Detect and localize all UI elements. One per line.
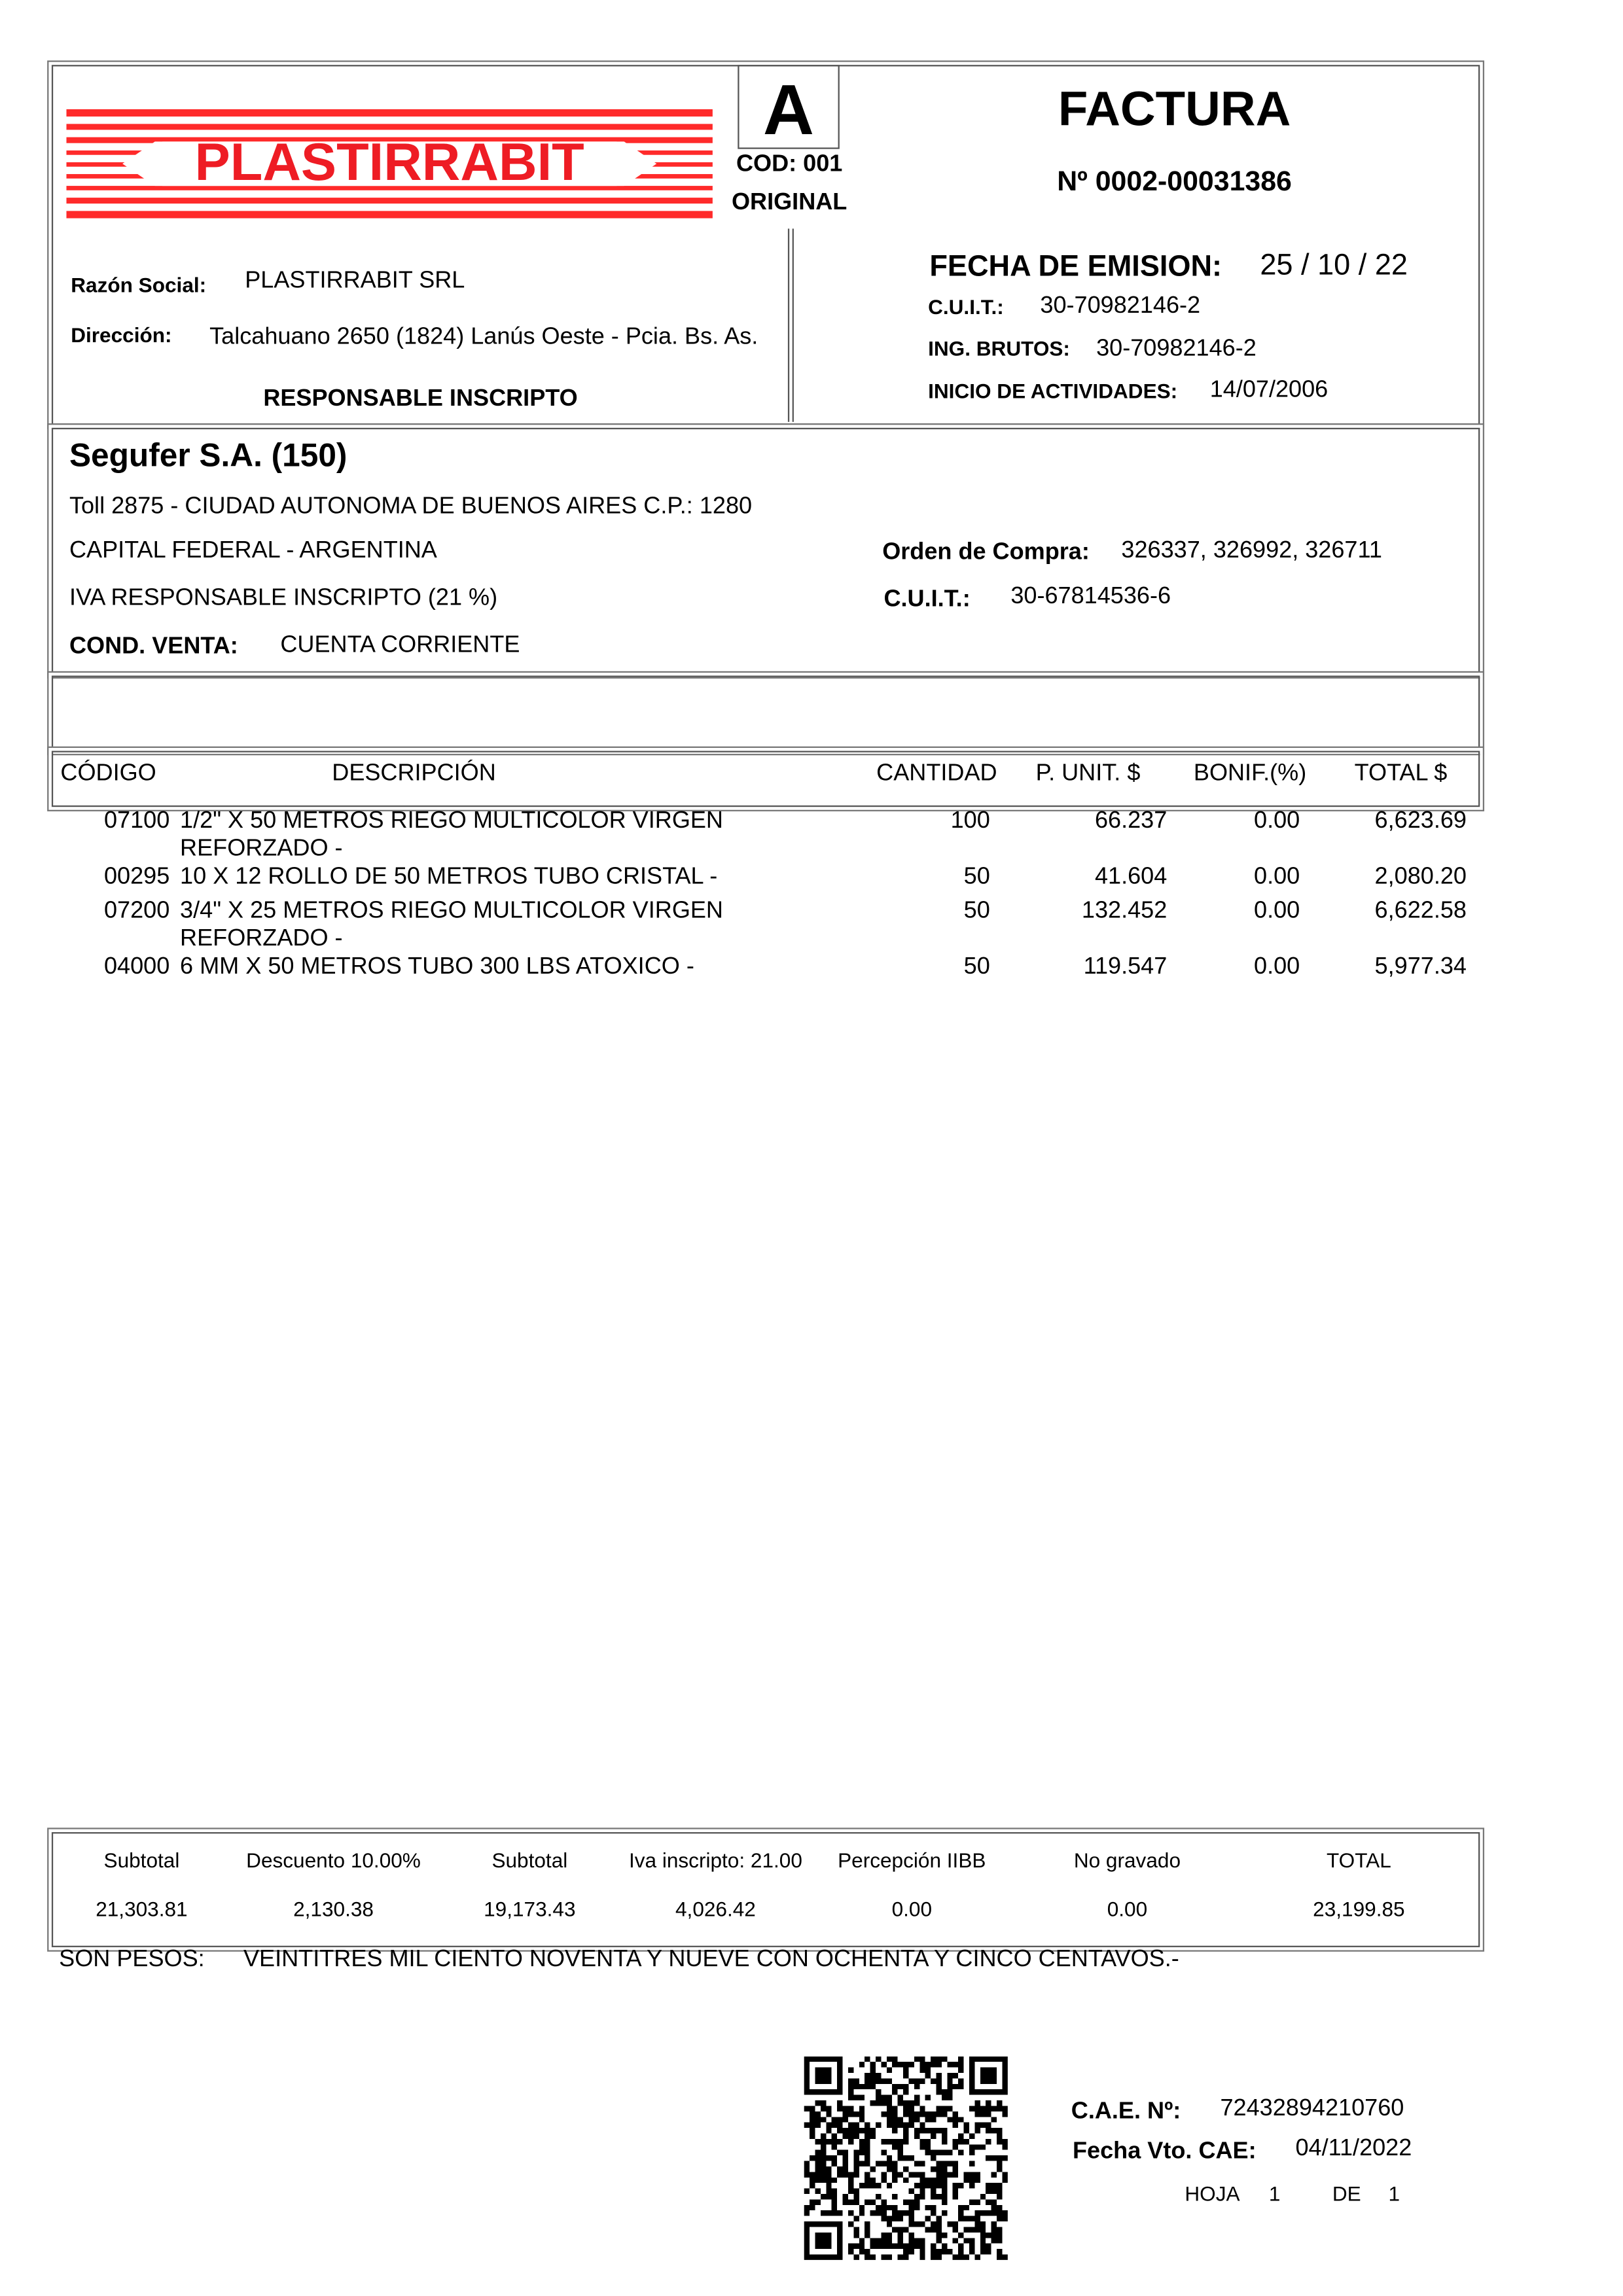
col-descripcion: DESCRIPCIÓN bbox=[332, 761, 496, 786]
cae-value: 72432894210760 bbox=[1220, 2096, 1404, 2121]
cond-venta-label: COND. VENTA: bbox=[69, 634, 238, 660]
direccion-value: Talcahuano 2650 (1824) Lanús Oeste - Pcia. Bs. As. bbox=[209, 324, 758, 350]
totals-label: TOTAL bbox=[1326, 1848, 1391, 1872]
totals-label: Descuento 10.00% bbox=[246, 1848, 421, 1872]
totals-value: 0.00 bbox=[1107, 1897, 1148, 1921]
totals-value: 2,130.38 bbox=[293, 1897, 374, 1921]
cuit-value: 30-70982146-2 bbox=[1040, 293, 1201, 319]
totals-value: 19,173.43 bbox=[484, 1897, 576, 1921]
totals-value: 23,199.85 bbox=[1313, 1897, 1405, 1921]
inicio-actividades-value: 14/07/2006 bbox=[1209, 378, 1329, 403]
item-total: 6,622.58 bbox=[1374, 898, 1467, 924]
document-title: FACTURA bbox=[1058, 80, 1291, 136]
client-cuit-label: C.U.I.T.: bbox=[883, 587, 971, 612]
razon-social-label: Razón Social: bbox=[71, 273, 207, 297]
ing-brutos-label: ING. BRUTOS: bbox=[928, 336, 1070, 361]
blank-box bbox=[52, 676, 1480, 751]
item-unit-price: 132.452 bbox=[1081, 898, 1168, 924]
item-unit-price: 119.547 bbox=[1083, 954, 1168, 980]
item-quantity: 50 bbox=[963, 898, 990, 924]
item-description-cont: REFORZADO - bbox=[180, 836, 343, 862]
item-total: 6,623.69 bbox=[1374, 808, 1467, 834]
col-punit: P. UNIT. $ bbox=[1035, 761, 1141, 786]
totals-value: 0.00 bbox=[891, 1897, 932, 1921]
item-unit-price: 41.604 bbox=[1094, 864, 1168, 890]
direccion-label: Dirección: bbox=[71, 323, 172, 347]
invoice-code: COD: 001 bbox=[736, 152, 843, 177]
orden-compra-value: 326337, 326992, 326711 bbox=[1121, 538, 1382, 564]
item-quantity: 50 bbox=[963, 954, 990, 980]
client-name: Segufer S.A. (150) bbox=[69, 436, 348, 474]
totals-label: Percepción IIBB bbox=[838, 1848, 986, 1872]
col-cantidad: CANTIDAD bbox=[876, 761, 997, 786]
company-logo bbox=[66, 109, 712, 219]
item-bonif: 0.00 bbox=[1254, 864, 1300, 890]
col-bonif: BONIF.(%) bbox=[1193, 761, 1307, 786]
item-quantity: 50 bbox=[963, 864, 990, 890]
item-description: 10 X 12 ROLLO DE 50 METROS TUBO CRISTAL - bbox=[180, 864, 718, 890]
cae-label: C.A.E. Nº: bbox=[1071, 2099, 1181, 2125]
totals-label: Subtotal bbox=[103, 1848, 180, 1872]
client-address: Toll 2875 - CIUDAD AUTONOMA DE BUENOS AIRES C.P.: 1280 bbox=[69, 494, 753, 520]
client-cuit-value: 30-67814536-6 bbox=[1010, 584, 1171, 610]
header-divider bbox=[793, 228, 794, 421]
client-iva: IVA RESPONSABLE INSCRIPTO (21 %) bbox=[69, 586, 498, 611]
item-total: 5,977.34 bbox=[1374, 954, 1467, 980]
totals-value: 21,303.81 bbox=[96, 1897, 188, 1921]
qr-code bbox=[804, 2057, 1008, 2260]
copy-label: ORIGINAL bbox=[731, 190, 847, 216]
item-code: 00295 bbox=[103, 864, 170, 890]
logo-text: PLASTIRRABIT bbox=[194, 133, 584, 192]
cae-vto-label: Fecha Vto. CAE: bbox=[1073, 2139, 1257, 2164]
item-bonif: 0.00 bbox=[1254, 808, 1300, 834]
cond-venta-value: CUENTA CORRIENTE bbox=[280, 633, 520, 658]
hoja-label: HOJA bbox=[1185, 2181, 1240, 2206]
item-description: 3/4" X 25 METROS RIEGO MULTICOLOR VIRGEN bbox=[180, 898, 723, 924]
item-description-cont: REFORZADO - bbox=[180, 926, 343, 952]
fecha-emision-label: FECHA DE EMISION: bbox=[929, 251, 1222, 283]
item-code: 07200 bbox=[103, 898, 170, 924]
son-pesos-value: VEINTITRES MIL CIENTO NOVENTA Y NUEVE CON OCHENTA Y CINCO CENTAVOS.- bbox=[243, 1947, 1179, 1973]
invoice-number: Nº 0002-00031386 bbox=[1057, 166, 1292, 198]
client-location: CAPITAL FEDERAL - ARGENTINA bbox=[69, 538, 437, 564]
razon-social-value: PLASTIRRABIT SRL bbox=[245, 268, 465, 294]
totals-label: Iva inscripto: 21.00 bbox=[628, 1848, 802, 1872]
totals-label: Subtotal bbox=[491, 1848, 568, 1872]
de-label: DE bbox=[1332, 2181, 1361, 2206]
ing-brutos-value: 30-70982146-2 bbox=[1096, 336, 1257, 362]
totals-value: 4,026.42 bbox=[675, 1897, 756, 1921]
invoice-letter: A bbox=[762, 72, 815, 150]
cuit-label: C.U.I.T.: bbox=[928, 294, 1004, 319]
item-description: 6 MM X 50 METROS TUBO 300 LBS ATOXICO - bbox=[180, 954, 694, 980]
item-quantity: 100 bbox=[950, 808, 990, 834]
hoja-value: 1 bbox=[1268, 2181, 1281, 2206]
cae-vto-value: 04/11/2022 bbox=[1295, 2136, 1412, 2161]
col-codigo: CÓDIGO bbox=[60, 761, 156, 786]
de-value: 1 bbox=[1388, 2181, 1400, 2206]
item-code: 04000 bbox=[103, 954, 170, 980]
item-bonif: 0.00 bbox=[1254, 898, 1300, 924]
item-description: 1/2" X 50 METROS RIEGO MULTICOLOR VIRGEN bbox=[180, 808, 723, 834]
totals-label: No gravado bbox=[1073, 1848, 1181, 1872]
header-divider bbox=[788, 228, 789, 421]
iva-condition: RESPONSABLE INSCRIPTO bbox=[263, 386, 578, 412]
inicio-actividades-label: INICIO DE ACTIVIDADES: bbox=[928, 379, 1178, 403]
item-total: 2,080.20 bbox=[1374, 864, 1467, 890]
son-pesos-label: SON PESOS: bbox=[59, 1947, 205, 1973]
item-code: 07100 bbox=[103, 808, 170, 834]
col-total: TOTAL $ bbox=[1354, 761, 1448, 786]
orden-compra-label: Orden de Compra: bbox=[882, 540, 1090, 565]
item-unit-price: 66.237 bbox=[1094, 808, 1168, 834]
item-bonif: 0.00 bbox=[1254, 954, 1300, 980]
fecha-emision-value: 25 / 10 / 22 bbox=[1260, 249, 1408, 282]
